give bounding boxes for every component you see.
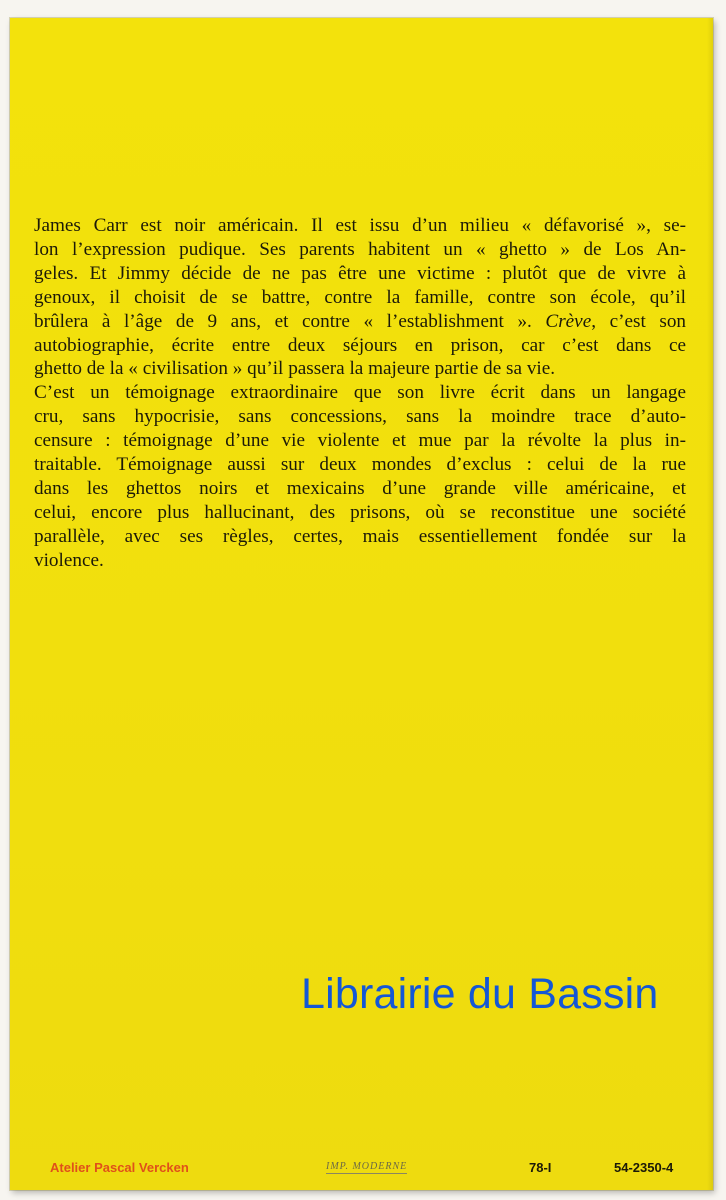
blurb-line-with-title: brûlera à l’âge de 9 ans, et contre « l’establishment ». Crève, c’est son [34, 310, 687, 332]
blurb-text [34, 214, 686, 573]
catalog-code: 78-I [529, 1160, 552, 1175]
blurb-line: ghetto de la « civilisation » qu’il passera la majeure partie de sa vie. [34, 358, 556, 380]
blurb-line: genoux, il choisit de se battre, contre la famille, contre son école, qu’il [34, 286, 686, 308]
blurb-line: parallèle, avec ses règles, certes, mais essentiellement fondée sur la [34, 525, 686, 547]
publisher-name: Atelier Pascal Vercken [50, 1160, 189, 1175]
blurb-line: celui, encore plus hallucinant, des prisons, où se reconstitue une société [34, 501, 686, 523]
isbn-number: 54-2350-4 [614, 1160, 674, 1175]
blurb-line: cru, sans hypocrisie, sans concessions, sans la moindre trace d’auto- [34, 406, 686, 428]
blurb-line: C’est un témoignage extraordinaire que son livre écrit dans un langage [34, 382, 686, 404]
blurb-line: violence. [34, 549, 104, 571]
blurb-line: censure : témoignage d’une vie violente et mue par la révolte la plus in- [34, 430, 686, 452]
blurb-line: geles. Et Jimmy décide de ne pas être une victime : plutôt que de vivre à [34, 262, 686, 284]
blurb-line: James Carr est noir américain. Il est issu d’un milieu « défavorisé », se- [34, 215, 686, 236]
blurb-line: traitable. Témoignage aussi sur deux mondes d’exclus : celui de la rue [34, 454, 686, 476]
printer-mark: IMP. MODERNE [326, 1161, 408, 1172]
blurb-line: dans les ghettos noirs et mexicains d’une grande ville américaine, et [34, 477, 686, 499]
blurb-line: lon l’expression pudique. Ses parents habitent un « ghetto » de Los An- [34, 238, 686, 260]
blurb-line: autobiographie, écrite entre deux séjours en prison, car c’est dans ce [34, 334, 686, 356]
book-title: Crève [545, 310, 592, 332]
watermark-text: Librairie du Bassin [301, 970, 659, 1018]
